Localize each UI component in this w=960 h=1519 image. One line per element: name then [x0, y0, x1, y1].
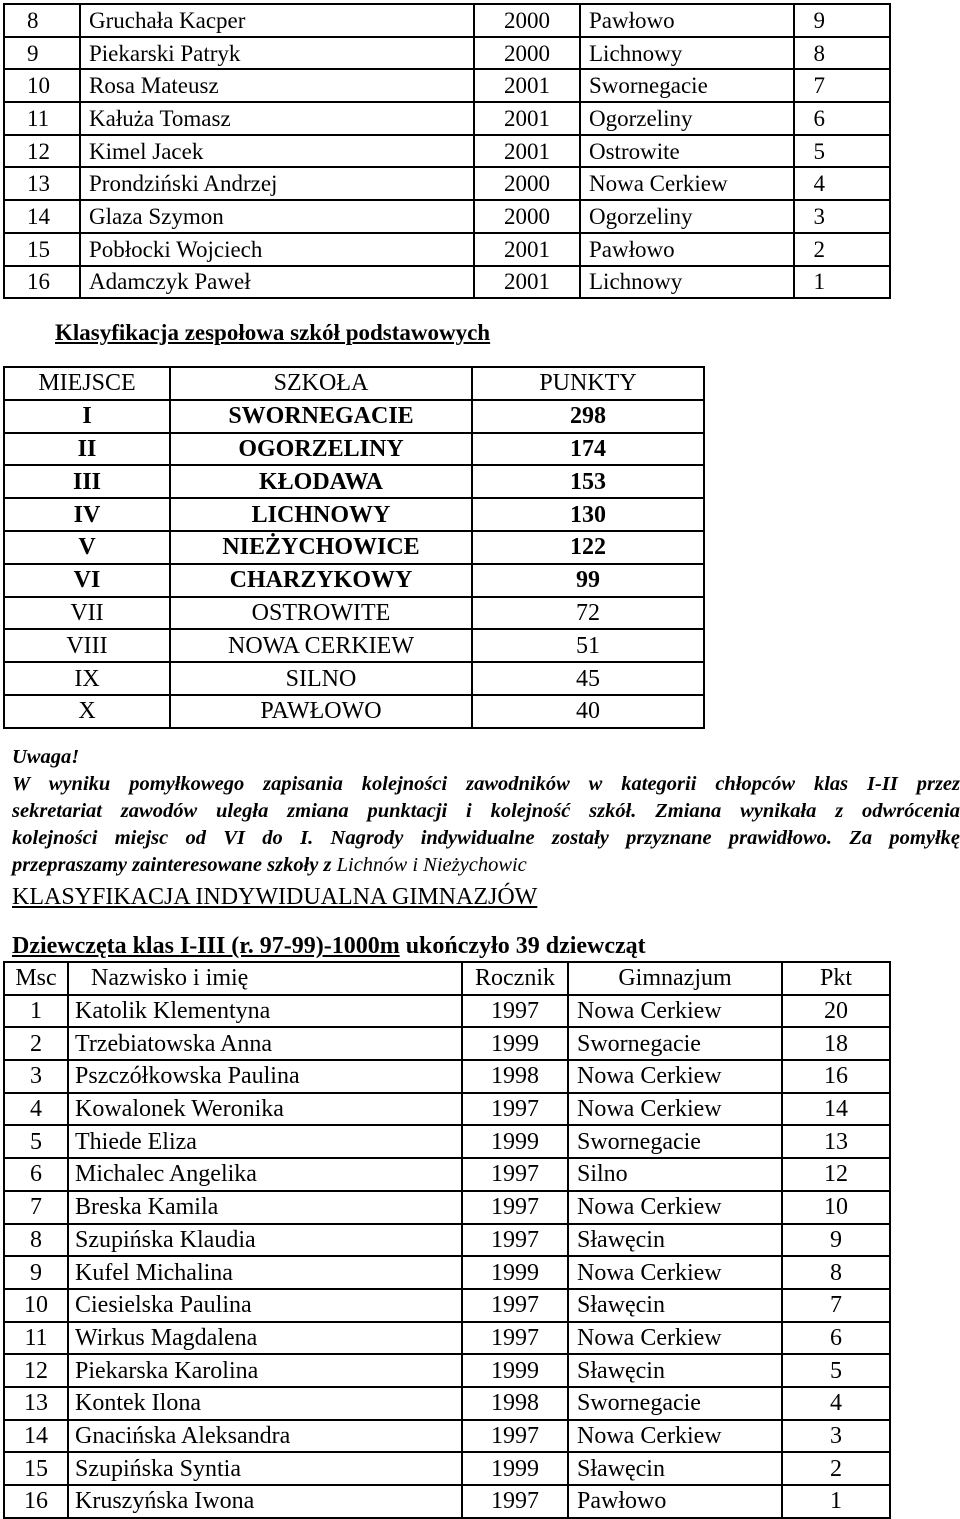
name-cell: Adamczyk Paweł [80, 266, 474, 299]
name-cell: Thiede Eliza [68, 1125, 462, 1158]
table-row [4, 4, 890, 37]
note-line [12, 852, 960, 879]
place-cell: 14 [4, 200, 80, 233]
header-points: Pkt [782, 962, 890, 995]
name-cell: Kimel Jacek [80, 135, 474, 168]
place-cell: IV [4, 498, 170, 531]
table-header-row [4, 367, 704, 400]
points-cell: 174 [472, 433, 704, 466]
name-cell: Gruchała Kacper [80, 4, 474, 37]
points-cell: 9 [794, 4, 890, 37]
name-cell: Breska Kamila [68, 1191, 462, 1224]
place-cell: 10 [4, 69, 80, 102]
points-cell: 7 [794, 69, 890, 102]
header-place: Msc [4, 962, 68, 995]
school-cell: Ogorzeliny [580, 200, 794, 233]
year-cell: 1997 [462, 1158, 568, 1191]
table-row [4, 1289, 890, 1322]
place-cell: IX [4, 662, 170, 695]
place-cell: 8 [4, 1224, 68, 1257]
table-row [4, 597, 704, 630]
points-cell: 3 [782, 1420, 890, 1453]
place-cell: 16 [4, 266, 80, 299]
table-row [4, 1420, 890, 1453]
year-cell: 2001 [474, 135, 580, 168]
year-cell: 1997 [462, 1224, 568, 1257]
girls-category-heading [12, 933, 646, 960]
place-cell: VII [4, 597, 170, 630]
note-line: sekretariat zawodów uległa zmiana punktacji i kolejność szkół. Zmiana wynikała z odwrócenia [12, 800, 960, 822]
note-line: W wyniku pomyłkowego zapisania kolejności zawodników w kategorii chłopców klas I-II przez [12, 773, 960, 795]
note-line: kolejności miejsc od VI do I. Nagrody indywidualne zostały przyznane prawidłowo. Za pomyłkę [12, 827, 960, 849]
table-row [4, 465, 704, 498]
place-cell: 5 [4, 1125, 68, 1158]
school-cell: Ogorzeliny [580, 102, 794, 135]
table-row [4, 695, 704, 728]
year-cell: 1997 [462, 1289, 568, 1322]
year-cell: 1997 [462, 1485, 568, 1518]
place-cell: 4 [4, 1093, 68, 1126]
points-cell: 4 [782, 1387, 890, 1420]
school-cell: Pawłowo [580, 4, 794, 37]
table-row [4, 1060, 890, 1093]
school-cell: Nowa Cerkiew [568, 1322, 782, 1355]
school-cell: Lichnowy [580, 266, 794, 299]
place-cell: 6 [4, 1158, 68, 1191]
table-row [4, 1322, 890, 1355]
table-row [4, 1158, 890, 1191]
school-cell: Nowa Cerkiew [568, 995, 782, 1028]
table-row [4, 1093, 890, 1126]
points-cell: 3 [794, 200, 890, 233]
place-cell: 11 [4, 102, 80, 135]
school-cell: Swornegacie [568, 1387, 782, 1420]
place-cell: 9 [4, 37, 80, 70]
place-cell: 2 [4, 1027, 68, 1060]
name-cell: Kontek Ilona [68, 1387, 462, 1420]
place-cell: 15 [4, 1452, 68, 1485]
place-cell: VIII [4, 629, 170, 662]
place-cell: 14 [4, 1420, 68, 1453]
points-cell: 5 [794, 135, 890, 168]
table-row [4, 564, 704, 597]
category-label: Dziewczęta klas I-III (r. 97-99)-1000m [12, 933, 400, 959]
school-cell: OSTROWITE [170, 597, 472, 630]
table-row [4, 995, 890, 1028]
place-cell: III [4, 465, 170, 498]
gymnasium-classification-title: KLASYFIKACJA INDYWIDUALNA GIMNAZJÓW [12, 884, 538, 910]
school-cell: PAWŁOWO [170, 695, 472, 728]
place-cell: 12 [4, 135, 80, 168]
points-cell: 153 [472, 465, 704, 498]
year-cell: 2000 [474, 37, 580, 70]
year-cell: 1997 [462, 995, 568, 1028]
note-title: Uwaga! [12, 746, 80, 768]
school-cell: Lichnowy [580, 37, 794, 70]
points-cell: 16 [782, 1060, 890, 1093]
points-cell: 130 [472, 498, 704, 531]
table-row [4, 1485, 890, 1518]
name-cell: Glaza Szymon [80, 200, 474, 233]
name-cell: Szupińska Syntia [68, 1452, 462, 1485]
place-cell: 1 [4, 995, 68, 1028]
points-cell: 18 [782, 1027, 890, 1060]
place-cell: I [4, 400, 170, 433]
school-cell: Sławęcin [568, 1224, 782, 1257]
note-line-part: Lichnów i Nieżychowic [336, 854, 527, 876]
place-cell: V [4, 531, 170, 564]
name-cell: Szupińska Klaudia [68, 1224, 462, 1257]
school-cell: Nowa Cerkiew [568, 1060, 782, 1093]
table-row [4, 233, 890, 266]
name-cell: Kruszyńska Iwona [68, 1485, 462, 1518]
school-cell: Sławęcin [568, 1452, 782, 1485]
table-row [4, 433, 704, 466]
year-cell: 1997 [462, 1420, 568, 1453]
school-cell: Nowa Cerkiew [568, 1420, 782, 1453]
year-cell: 1998 [462, 1387, 568, 1420]
table-row [4, 200, 890, 233]
place-cell: 16 [4, 1485, 68, 1518]
school-cell: SILNO [170, 662, 472, 695]
school-cell: CHARZYKOWY [170, 564, 472, 597]
table-row [4, 629, 704, 662]
points-cell: 72 [472, 597, 704, 630]
points-cell: 13 [782, 1125, 890, 1158]
school-cell: Nowa Cerkiew [580, 167, 794, 200]
table-row [4, 102, 890, 135]
school-cell: NOWA CERKIEW [170, 629, 472, 662]
category-summary: ukończyło 39 dziewcząt [399, 933, 646, 959]
place-cell: II [4, 433, 170, 466]
school-cell: Swornegacie [580, 69, 794, 102]
year-cell: 1999 [462, 1027, 568, 1060]
year-cell: 2001 [474, 233, 580, 266]
year-cell: 1999 [462, 1256, 568, 1289]
points-cell: 7 [782, 1289, 890, 1322]
points-cell: 9 [782, 1224, 890, 1257]
name-cell: Michalec Angelika [68, 1158, 462, 1191]
place-cell: 9 [4, 1256, 68, 1289]
table-row [4, 266, 890, 299]
table-row [4, 1224, 890, 1257]
table-row [4, 135, 890, 168]
table-row [4, 662, 704, 695]
name-cell: Katolik Klementyna [68, 995, 462, 1028]
year-cell: 2000 [474, 200, 580, 233]
name-cell: Pobłocki Wojciech [80, 233, 474, 266]
name-cell: Gnacińska Aleksandra [68, 1420, 462, 1453]
table-row [4, 37, 890, 70]
points-cell: 1 [782, 1485, 890, 1518]
year-cell: 2001 [474, 266, 580, 299]
school-cell: Ostrowite [580, 135, 794, 168]
points-cell: 6 [794, 102, 890, 135]
table-row [4, 1354, 890, 1387]
place-cell: 3 [4, 1060, 68, 1093]
school-cell: OGORZELINY [170, 433, 472, 466]
school-cell: Swornegacie [568, 1125, 782, 1158]
school-cell: Pawłowo [580, 233, 794, 266]
points-cell: 12 [782, 1158, 890, 1191]
table-row [4, 531, 704, 564]
name-cell: Wirkus Magdalena [68, 1322, 462, 1355]
name-cell: Rosa Mateusz [80, 69, 474, 102]
points-cell: 2 [794, 233, 890, 266]
name-cell: Pszczółkowska Paulina [68, 1060, 462, 1093]
year-cell: 1999 [462, 1354, 568, 1387]
school-cell: KŁODAWA [170, 465, 472, 498]
place-cell: 10 [4, 1289, 68, 1322]
team-classification-table [3, 366, 705, 729]
table-row [4, 498, 704, 531]
table-row [4, 167, 890, 200]
note-block [12, 744, 960, 879]
header-school: Gimnazjum [568, 962, 782, 995]
place-cell: 7 [4, 1191, 68, 1224]
name-cell: Trzebiatowska Anna [68, 1027, 462, 1060]
note-line-part: przepraszamy zainteresowane szkoły z [12, 854, 337, 876]
table-row [4, 400, 704, 433]
girls-results-table [3, 961, 891, 1519]
school-cell: Nowa Cerkiew [568, 1093, 782, 1126]
table-row [4, 1027, 890, 1060]
name-cell: Ciesielska Paulina [68, 1289, 462, 1322]
name-cell: Piekarski Patryk [80, 37, 474, 70]
school-cell: Nowa Cerkiew [568, 1256, 782, 1289]
school-cell: Silno [568, 1158, 782, 1191]
table-row [4, 1452, 890, 1485]
name-cell: Kałuża Tomasz [80, 102, 474, 135]
place-cell: 13 [4, 167, 80, 200]
team-classification-heading: Klasyfikacja zespołowa szkół podstawowych [55, 320, 491, 345]
points-cell: 8 [782, 1256, 890, 1289]
points-cell: 40 [472, 695, 704, 728]
school-cell: Sławęcin [568, 1289, 782, 1322]
school-cell: Pawłowo [568, 1485, 782, 1518]
year-cell: 1997 [462, 1322, 568, 1355]
name-cell: Kufel Michalina [68, 1256, 462, 1289]
points-cell: 2 [782, 1452, 890, 1485]
table-header-row [4, 962, 890, 995]
year-cell: 2000 [474, 167, 580, 200]
boys-results-table [3, 3, 891, 299]
points-cell: 99 [472, 564, 704, 597]
school-cell: Sławęcin [568, 1354, 782, 1387]
place-cell: 8 [4, 4, 80, 37]
year-cell: 2000 [474, 4, 580, 37]
table-row [4, 1387, 890, 1420]
header-school: SZKOŁA [170, 367, 472, 400]
year-cell: 2001 [474, 69, 580, 102]
place-cell: VI [4, 564, 170, 597]
points-cell: 5 [782, 1354, 890, 1387]
points-cell: 298 [472, 400, 704, 433]
place-cell: 15 [4, 233, 80, 266]
points-cell: 8 [794, 37, 890, 70]
points-cell: 45 [472, 662, 704, 695]
year-cell: 1997 [462, 1093, 568, 1126]
year-cell: 1999 [462, 1125, 568, 1158]
school-cell: SWORNEGACIE [170, 400, 472, 433]
header-name: Nazwisko i imię [68, 962, 462, 995]
name-cell: Prondziński Andrzej [80, 167, 474, 200]
points-cell: 10 [782, 1191, 890, 1224]
year-cell: 1999 [462, 1452, 568, 1485]
school-cell: Swornegacie [568, 1027, 782, 1060]
header-year: Rocznik [462, 962, 568, 995]
points-cell: 4 [794, 167, 890, 200]
table-row [4, 1191, 890, 1224]
name-cell: Kowalonek Weronika [68, 1093, 462, 1126]
header-points: PUNKTY [472, 367, 704, 400]
school-cell: Nowa Cerkiew [568, 1191, 782, 1224]
points-cell: 6 [782, 1322, 890, 1355]
points-cell: 1 [794, 266, 890, 299]
name-cell: Piekarska Karolina [68, 1354, 462, 1387]
points-cell: 122 [472, 531, 704, 564]
table-row [4, 1125, 890, 1158]
school-cell: NIEŻYCHOWICE [170, 531, 472, 564]
points-cell: 20 [782, 995, 890, 1028]
table-row [4, 1256, 890, 1289]
points-cell: 51 [472, 629, 704, 662]
school-cell: LICHNOWY [170, 498, 472, 531]
year-cell: 1997 [462, 1191, 568, 1224]
points-cell: 14 [782, 1093, 890, 1126]
place-cell: 12 [4, 1354, 68, 1387]
place-cell: X [4, 695, 170, 728]
place-cell: 11 [4, 1322, 68, 1355]
header-place: MIEJSCE [4, 367, 170, 400]
year-cell: 1998 [462, 1060, 568, 1093]
place-cell: 13 [4, 1387, 68, 1420]
table-row [4, 69, 890, 102]
year-cell: 2001 [474, 102, 580, 135]
